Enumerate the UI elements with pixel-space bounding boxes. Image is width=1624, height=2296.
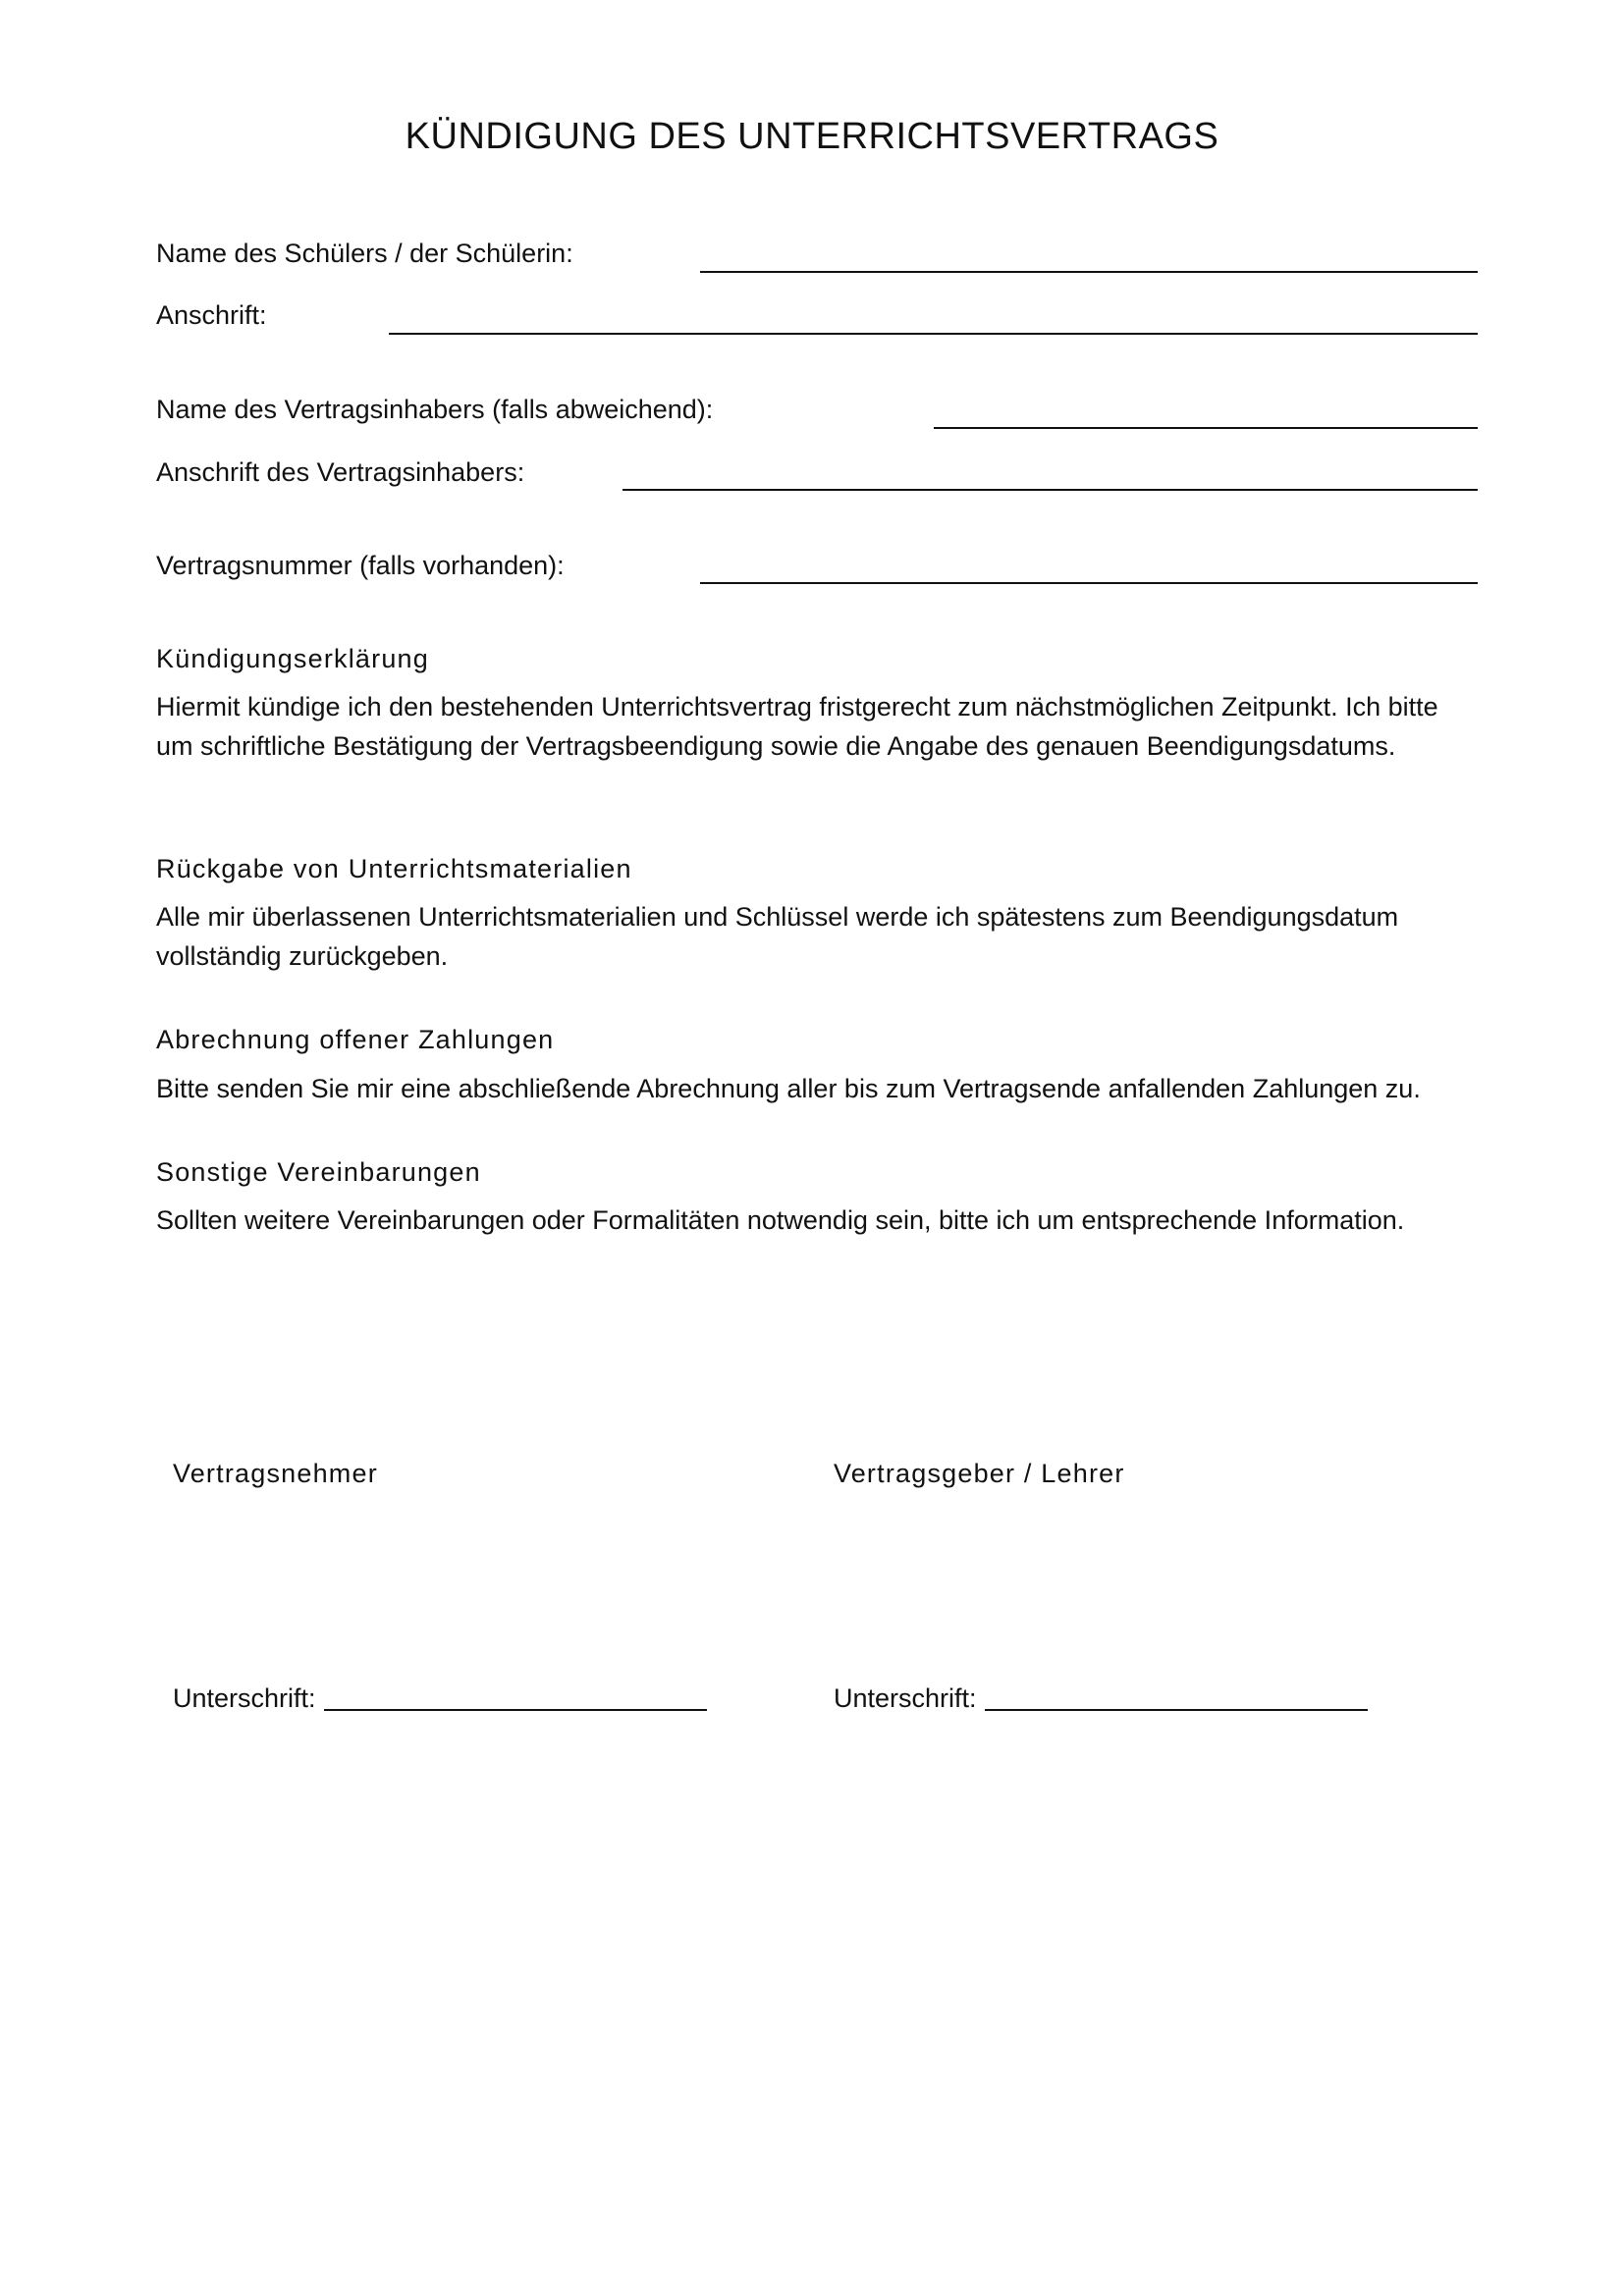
address-line[interactable] [389, 333, 1478, 335]
address-label: Anschrift: [156, 300, 267, 330]
section-heading-materials: Rückgabe von Unterrichtsmaterialien [156, 854, 632, 883]
contract-number-label: Vertragsnummer (falls vorhanden): [156, 551, 565, 580]
student-name-label: Name des Schülers / der Schülerin: [156, 239, 573, 268]
contract-number-line[interactable] [700, 582, 1478, 584]
holder-address-line[interactable] [623, 489, 1478, 491]
signature-line-right[interactable] [985, 1682, 1368, 1711]
signature-role-right: Vertragsgeber / Lehrer [834, 1459, 1125, 1488]
holder-address-label: Anschrift des Vertragsinhabers: [156, 457, 525, 487]
section-body-payments: Bitte senden Sie mir eine abschließende Abrechnung aller bis zum Vertragsende anfallenden Zahlungen zu. [156, 1074, 1421, 1103]
signature-line-left[interactable] [324, 1682, 707, 1711]
signature-block-left [173, 1678, 707, 1714]
student-name-line[interactable] [700, 271, 1478, 273]
section-body-other: Sollten weitere Vereinbarungen oder Formalitäten notwendig sein, bitte ich um entsprechende Information. [156, 1205, 1405, 1235]
holder-name-label: Name des Vertragsinhabers (falls abweichend): [156, 395, 714, 424]
section-heading-other: Sonstige Vereinbarungen [156, 1157, 481, 1187]
section-body-termination: Hiermit kündige ich den bestehenden Unterrichtsvertrag fristgerecht zum nächstmöglichen Zeitpunkt. Ich bitte um schriftliche Bestätigung der Vertragsbeendigung sowie die Angabe des genauen Beendigungsdatums. [156, 692, 1438, 761]
section-heading-payments: Abrechnung offener Zahlungen [156, 1025, 555, 1054]
holder-name-line[interactable] [934, 427, 1478, 429]
document-title: KÜNDIGUNG DES UNTERRICHTSVERTRAGS [405, 116, 1219, 157]
section-heading-termination: Kündigungserklärung [156, 644, 429, 673]
signature-block-right [834, 1678, 1368, 1714]
signature-label-left: Unterschrift: [173, 1683, 316, 1713]
signature-role-left: Vertragsnehmer [173, 1459, 378, 1488]
signature-label-right: Unterschrift: [834, 1683, 977, 1713]
section-body-materials: Alle mir überlassenen Unterrichtsmaterialien und Schlüssel werde ich spätestens zum Beendigungsdatum vollständig zurückgeben. [156, 902, 1399, 971]
